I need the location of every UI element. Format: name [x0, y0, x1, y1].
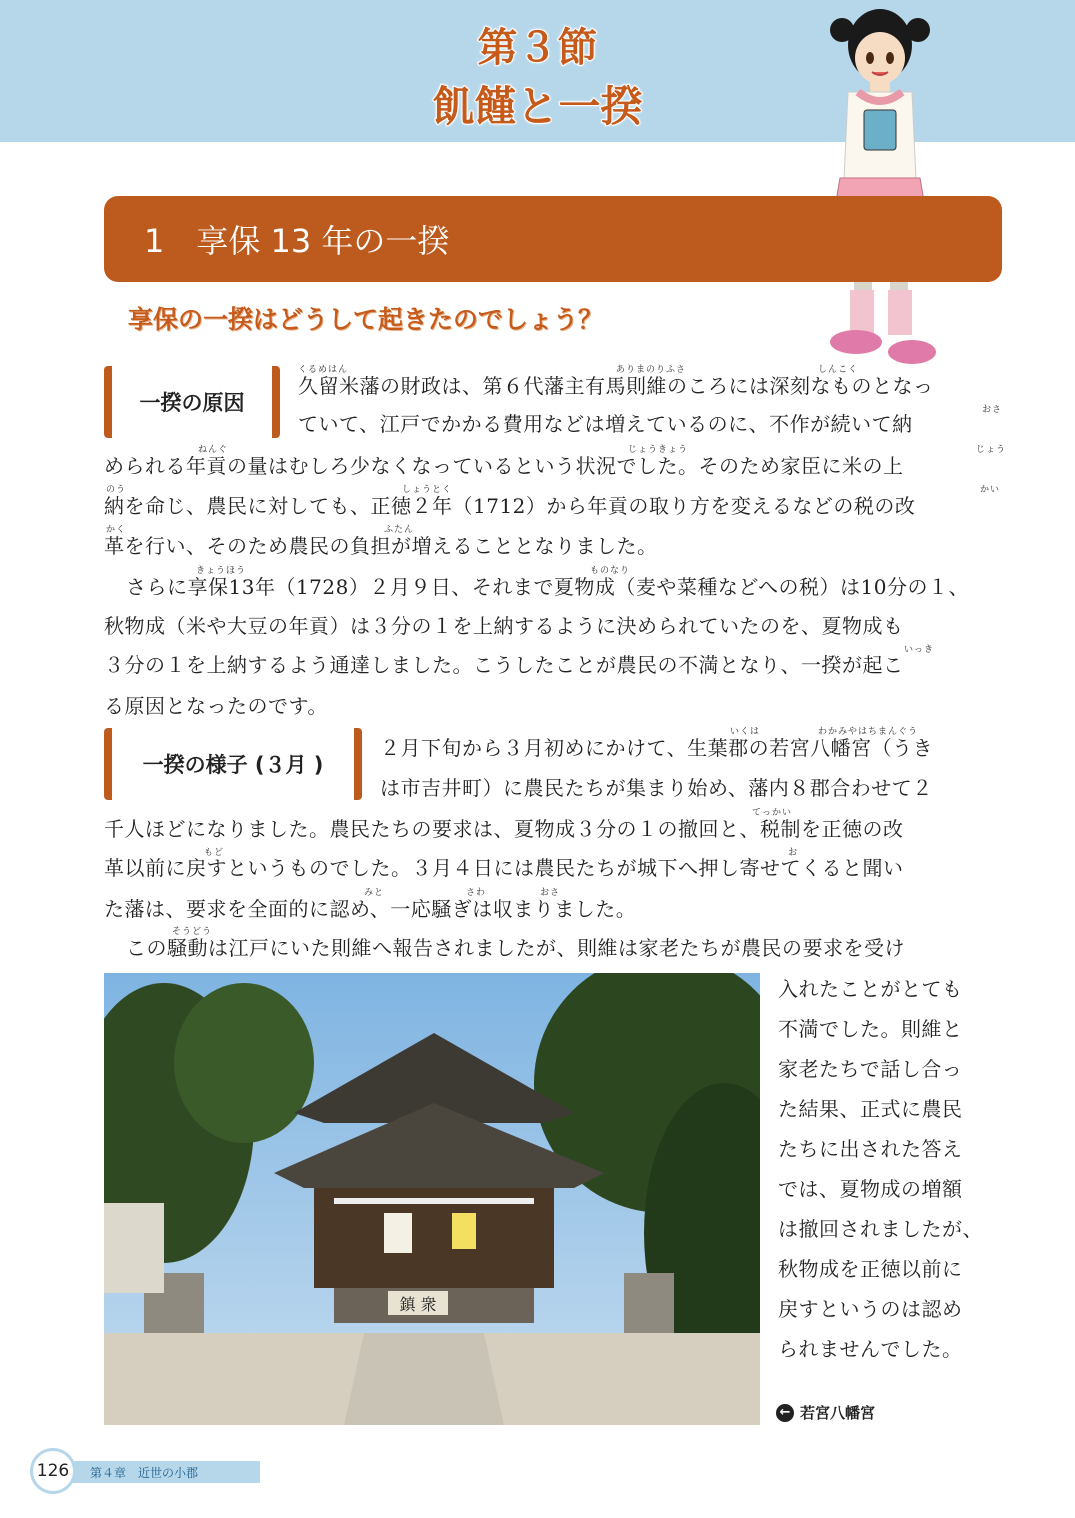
- ruby: みと: [364, 888, 385, 898]
- ruby: じょう: [976, 445, 1007, 455]
- photo-caption: [776, 1402, 875, 1423]
- ruby: しんこく: [818, 365, 859, 375]
- ruby: くるめはん: [298, 365, 349, 375]
- ruby: しょうとく: [402, 485, 453, 495]
- body-line: この騒動は江戸にいた則維へ報告されましたが、則維は家老たちが農民の要求を受け: [126, 936, 905, 960]
- body-line: 革以前に戻すというものでした。３月４日には農民たちが城下へ押し寄せてくると聞い: [104, 856, 904, 880]
- guiding-question: 享保の一揆はどうして起きたのでしょう？: [128, 305, 604, 334]
- ruby: さわ: [466, 888, 487, 898]
- girl-illustration: [820, 0, 950, 375]
- side-line: たちに出された答え: [778, 1137, 963, 1161]
- section-heading: 1 享保 13 年の一揆: [144, 222, 450, 260]
- section-title: 飢饉と一揆: [432, 82, 643, 131]
- body-line: る原因となったのです。: [104, 694, 328, 718]
- tag-cause: 一揆の原因: [104, 366, 280, 438]
- caption-text: 若宮八幡宮: [800, 1404, 876, 1422]
- body-line: められる年貢の量はむしろ少なくなっているという状況でした。そのため家臣に米の上: [104, 454, 904, 478]
- left-arrow-icon: ←: [776, 1404, 794, 1422]
- chapter-label: 第４章 近世の小郡: [90, 1466, 199, 1480]
- body-line: ていて、江戸でかかる費用などは増えているのに、不作が続いて納: [298, 412, 913, 436]
- ruby: お: [788, 848, 799, 858]
- ruby: ありまのりふさ: [616, 365, 687, 375]
- ruby: ねんぐ: [198, 445, 229, 455]
- side-line: られませんでした。: [778, 1337, 963, 1361]
- body-line: た藩は、要求を全面的に認め、一応騒ぎは収まりました。: [104, 897, 637, 921]
- ruby: じょうきょう: [628, 445, 689, 455]
- ruby: てっかい: [752, 808, 793, 818]
- body-line: さらに享保13年（1728）２月９日、それまで夏物成（麦や菜種などへの税）は10分の１、: [126, 575, 969, 599]
- ruby: きょうほう: [196, 566, 247, 576]
- section-heading-bar: [104, 196, 1002, 282]
- ruby: わかみやはちまんぐう: [818, 727, 919, 737]
- body-line: は市吉井町）に農民たちが集まり始め、藩内８郡合わせて２: [380, 776, 933, 800]
- ruby: かい: [980, 485, 1001, 495]
- side-line: た結果、正式に農民: [778, 1097, 963, 1121]
- side-line: 戻すというのは認め: [778, 1297, 963, 1321]
- ruby: もど: [204, 848, 225, 858]
- body-line: 納を命じ、農民に対しても、正徳２年（1712）から年貢の取り方を変えるなどの税の改: [104, 494, 916, 518]
- ruby: おさ: [540, 888, 561, 898]
- body-line: 革を行い、そのため農民の負担が増えることとなりました。: [104, 534, 658, 558]
- side-line: 家老たちで話し合っ: [778, 1057, 963, 1081]
- body-line: ３分の１を上納するよう通達しました。こうしたことが農民の不満となり、一揆が起こ: [104, 653, 904, 677]
- shrine-photo: [104, 973, 760, 1425]
- ruby: ふたん: [384, 525, 415, 535]
- ruby: ものなり: [590, 566, 631, 576]
- body-line: 秋物成（米や大豆の年貢）は３分の１を上納するように決められていたのを、夏物成も: [104, 614, 904, 638]
- ruby: かく: [106, 525, 127, 535]
- section-number: 第３節: [477, 25, 598, 71]
- side-line: 秋物成を正徳以前に: [778, 1257, 963, 1281]
- page-number: 126: [30, 1448, 76, 1494]
- plaque-text: 鎮 衆: [399, 1295, 437, 1314]
- side-line: は撤回されましたが、: [778, 1217, 983, 1241]
- ruby: おさ: [982, 405, 1003, 415]
- side-line: 入れたことがとても: [778, 977, 963, 1001]
- ruby: いくは: [730, 727, 761, 737]
- side-line: 不満でした。則維と: [778, 1017, 963, 1041]
- tag-situation: 一揆の様子 (３月 ): [104, 728, 362, 800]
- ruby: そうどう: [172, 927, 213, 937]
- side-line: では、夏物成の増額: [778, 1177, 963, 1201]
- ruby: のう: [106, 485, 127, 495]
- body-line: 千人ほどになりました。農民たちの要求は、夏物成３分の１の撤回と、税制を正徳の改: [104, 817, 904, 841]
- ruby: いっき: [904, 645, 935, 655]
- body-line: 久留米藩の財政は、第６代藩主有馬則維のころには深刻なものとなっ: [298, 374, 934, 398]
- body-line: ２月下旬から３月初めにかけて、生葉郡の若宮八幡宮（うき: [380, 736, 934, 760]
